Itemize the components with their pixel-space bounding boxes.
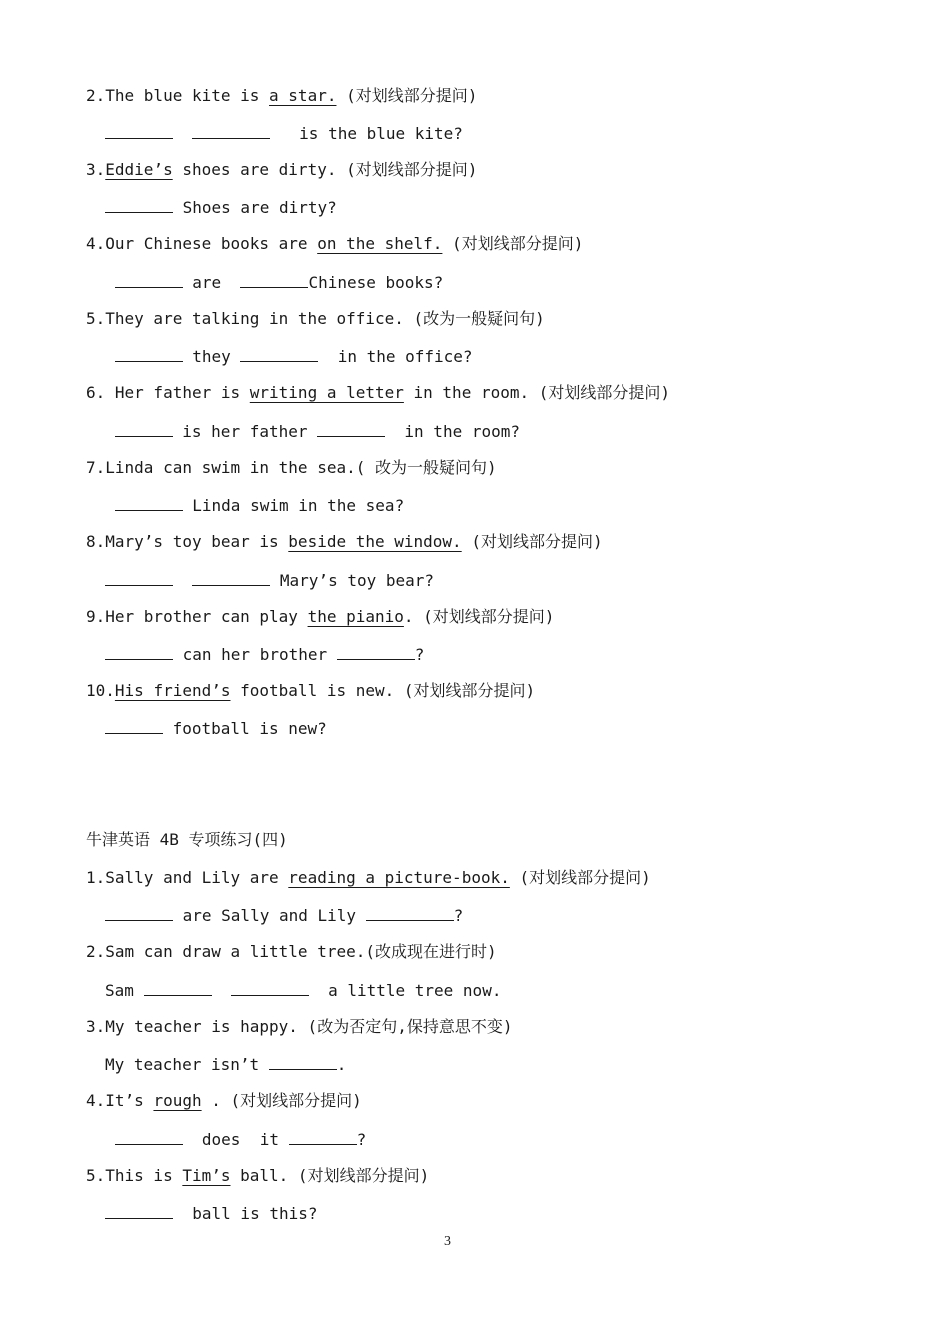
page-number: 3 (444, 1234, 451, 1249)
answer-blank[interactable] (192, 123, 270, 139)
underlined-part: writing a letter (249, 383, 404, 402)
answer-text: Chinese books? (308, 273, 444, 292)
question-text: 4.Our Chinese books are (86, 234, 318, 253)
instruction: (对划线部分提问) (336, 86, 478, 105)
answer-line-8 (105, 570, 434, 591)
answer-text: Linda swim in the sea? (182, 496, 405, 515)
answer-blank[interactable] (105, 718, 163, 734)
instruction: ball. (对划线部分提问) (230, 1166, 430, 1185)
answer-text: in the office? (318, 347, 473, 366)
answer-text: Sam (105, 981, 144, 1000)
underlined-part: beside the window. (288, 532, 462, 551)
answer-line-3 (105, 197, 337, 218)
answer-blank[interactable] (105, 570, 173, 586)
answer-text: Mary’s toy bear? (270, 571, 435, 590)
question-2 (86, 86, 477, 106)
section-answer-line-4 (105, 1129, 366, 1150)
answer-text: ? (453, 906, 464, 925)
question-3 (86, 160, 477, 180)
question-text: 7.Linda can swim in the sea.( 改为一般疑问句) (86, 458, 497, 477)
answer-blank[interactable] (289, 1129, 357, 1145)
underlined-part: His friend’s (114, 681, 231, 700)
answer-blank[interactable] (115, 495, 183, 511)
section-question-5 (86, 1166, 429, 1186)
instruction: (对划线部分提问) (442, 234, 584, 253)
answer-blank[interactable] (317, 421, 385, 437)
underlined-part: a star. (269, 86, 337, 105)
question-text: 5.They are talking in the office. (改为一般疑问句) (86, 309, 545, 328)
answer-text: a little tree now. (308, 981, 502, 1000)
instruction: football is new. (对划线部分提问) (230, 681, 536, 700)
answer-line-5 (105, 346, 473, 367)
question-text: 6. Her father is (86, 383, 250, 402)
answer-text: is her father (172, 422, 318, 441)
section-question-2 (86, 942, 497, 962)
answer-blank[interactable] (115, 272, 183, 288)
question-text: 2.The blue kite is (86, 86, 270, 105)
question-8 (86, 532, 603, 552)
answer-line-10 (105, 718, 327, 739)
answer-blank[interactable] (192, 570, 270, 586)
instruction: shoes are dirty. (对划线部分提问) (172, 160, 478, 179)
underlined-part: Eddie’s (105, 160, 173, 179)
section-question-3 (86, 1017, 512, 1037)
answer-text: does it (182, 1130, 289, 1149)
instruction: (对划线部分提问) (461, 532, 603, 551)
section-question-4 (86, 1091, 362, 1111)
section-answer-line-3 (105, 1054, 346, 1075)
answer-line-7 (105, 495, 404, 516)
answer-blank[interactable] (115, 346, 183, 362)
underlined-part: Tim’s (182, 1166, 231, 1185)
question-text: 8.Mary’s toy bear is (86, 532, 289, 551)
question-9 (86, 607, 554, 627)
answer-line-6 (105, 421, 520, 442)
answer-blank[interactable] (269, 1054, 337, 1070)
answer-line-4 (105, 272, 443, 293)
answer-blank[interactable] (144, 980, 212, 996)
answer-blank[interactable] (231, 980, 309, 996)
answer-line-2 (105, 123, 463, 144)
section-answer-line-1 (105, 905, 463, 926)
answer-blank[interactable] (105, 644, 173, 660)
answer-text: ? (356, 1130, 367, 1149)
instruction: (对划线部分提问) (509, 868, 651, 887)
section-title: 牛津英语 4B 专项练习(四) (86, 830, 288, 849)
answer-text: My teacher isn’t (105, 1055, 269, 1074)
answer-text: can her brother (173, 645, 337, 664)
answer-blank[interactable] (337, 644, 415, 660)
question-text: 4.It’s (86, 1091, 154, 1110)
question-text: 2.Sam can draw a little tree.(改成现在进行时) (86, 942, 497, 961)
question-6 (86, 383, 670, 403)
answer-blank[interactable] (105, 1203, 173, 1219)
answer-text: in the room? (385, 422, 520, 441)
question-text: 5.This is (86, 1166, 183, 1185)
answer-text: are Sally and Lily (173, 906, 366, 925)
question-text: 9.Her brother can play (86, 607, 308, 626)
answer-text: Shoes are dirty? (173, 198, 337, 217)
instruction: in the room. (对划线部分提问) (403, 383, 671, 402)
section-question-1 (86, 868, 651, 888)
instruction: . (对划线部分提问) (201, 1091, 362, 1110)
question-5 (86, 309, 545, 329)
answer-blank[interactable] (105, 123, 173, 139)
question-text: 3.My teacher is happy. (改为否定句,保持意思不变) (86, 1017, 513, 1036)
instruction: . (对划线部分提问) (403, 607, 555, 626)
underlined-part: the pianio (307, 607, 404, 626)
section-answer-line-2 (105, 980, 501, 1001)
answer-blank[interactable] (240, 272, 308, 288)
answer-blank[interactable] (105, 197, 173, 213)
underlined-part: on the shelf. (317, 234, 443, 253)
underlined-part: rough (153, 1091, 202, 1110)
answer-blank[interactable] (105, 905, 173, 921)
section-answer-line-5 (105, 1203, 318, 1224)
underlined-part: reading a picture-book. (288, 868, 510, 887)
answer-text: football is new? (163, 719, 327, 738)
answer-blank[interactable] (115, 421, 173, 437)
question-10 (86, 681, 535, 701)
answer-blank[interactable] (240, 346, 318, 362)
question-4 (86, 234, 583, 254)
answer-line-9 (105, 644, 424, 665)
answer-blank[interactable] (115, 1129, 183, 1145)
answer-text: ball is this? (173, 1204, 318, 1223)
answer-text: ? (414, 645, 425, 664)
question-text: 1.Sally and Lily are (86, 868, 289, 887)
answer-blank[interactable] (366, 905, 454, 921)
answer-text: they (182, 347, 241, 366)
question-text: 3. (86, 160, 106, 179)
question-text: 10. (86, 681, 115, 700)
answer-text: is the blue kite? (270, 124, 463, 143)
answer-text: are (182, 273, 241, 292)
question-7 (86, 458, 497, 478)
answer-text: . (336, 1055, 347, 1074)
